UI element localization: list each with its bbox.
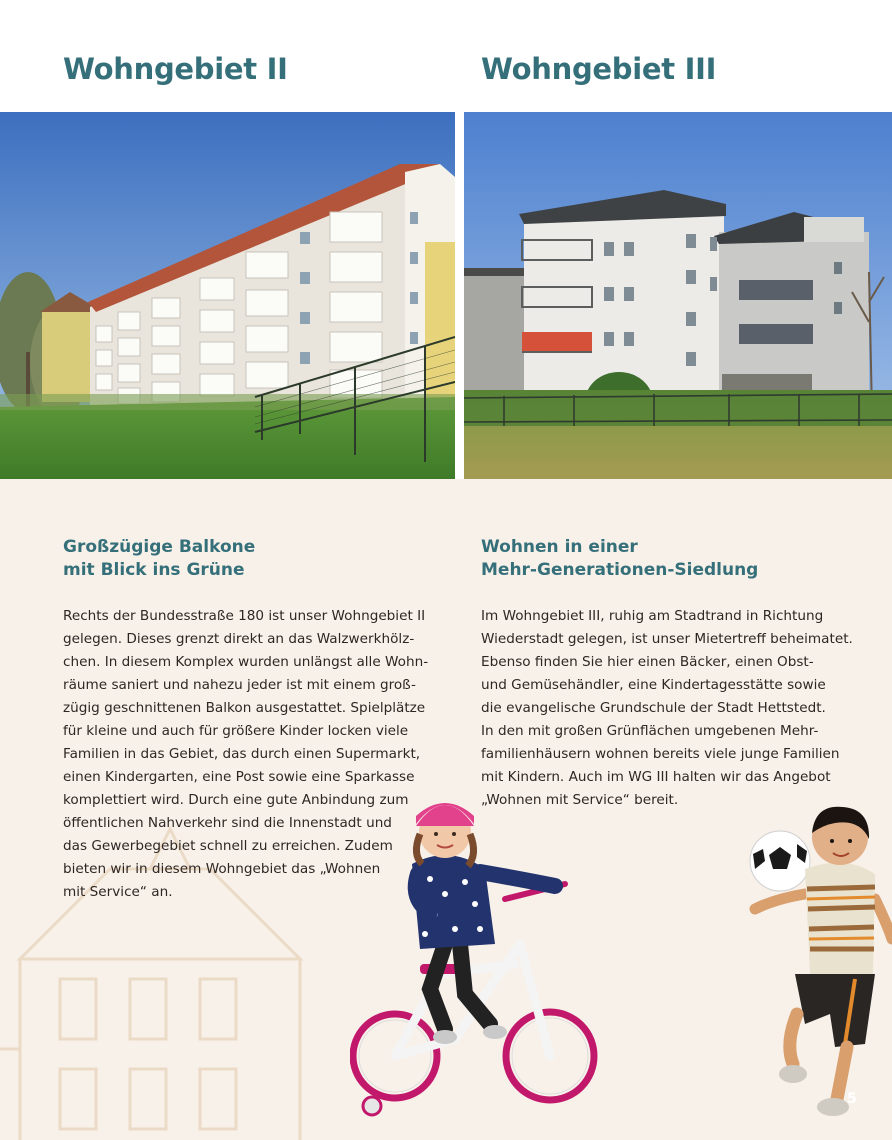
subheading-line: Wohnen in einer xyxy=(481,537,638,557)
page-title-wohngebiet-iii: Wohngebiet III xyxy=(481,52,717,86)
body-text-wohngebiet-iii xyxy=(481,605,853,812)
text-line: mit Service“ an. xyxy=(63,884,173,900)
text-line: mit Kindern. Auch im WG III halten wir das Angebot xyxy=(481,769,831,785)
text-line: bieten wir in diesem Wohngebiet das „Wohnen xyxy=(63,861,381,877)
photo-wohngebiet-iii xyxy=(464,112,892,479)
child-with-football-image xyxy=(735,799,892,1119)
subheading-line: Mehr-Generationen-Siedlung xyxy=(481,560,759,580)
text-line: für kleine und auch für größere Kinder locken viele xyxy=(63,723,409,739)
text-line: Familien in das Gebiet, das durch einen Supermarkt, xyxy=(63,746,421,762)
text-line: chen. In diesem Komplex wurden unlängst alle Wohn- xyxy=(63,654,429,670)
subheading-line: mit Blick ins Grüne xyxy=(63,560,245,580)
content-section xyxy=(0,479,892,1140)
text-line: das Gewerbegebiet schnell zu erreichen. Zudem xyxy=(63,838,393,854)
page-title-wohngebiet-ii: Wohngebiet II xyxy=(63,52,288,86)
text-line: räume saniert und nahezu jeder ist mit einem groß- xyxy=(63,677,416,693)
text-line: familienhäusern wohnen bereits viele junge Familien xyxy=(481,746,840,762)
text-line: komplettiert wird. Durch eine gute Anbindung zum xyxy=(63,792,409,808)
text-line: Im Wohngebiet III, ruhig am Stadtrand in Richtung xyxy=(481,608,824,624)
text-line: einen Kindergarten, eine Post sowie eine Sparkasse xyxy=(63,769,415,785)
header-band xyxy=(0,0,892,112)
text-line: In den mit großen Grünflächen umgebenen Mehr- xyxy=(481,723,819,739)
text-line: gelegen. Dieses grenzt direkt an das Walzwerkhölz- xyxy=(63,631,415,647)
child-on-bicycle-image xyxy=(350,794,600,1140)
text-line: Rechts der Bundesstraße 180 ist unser Wohngebiet II xyxy=(63,608,426,624)
text-line: und Gemüsehändler, eine Kindertagesstätte sowie xyxy=(481,677,826,693)
text-line: Ebenso finden Sie hier einen Bäcker, einen Obst- xyxy=(481,654,814,670)
text-line: „Wohnen mit Service“ bereit. xyxy=(481,792,679,808)
text-line: Wiederstadt gelegen, ist unser Mietertreff beheimatet. xyxy=(481,631,853,647)
page-number: 5 xyxy=(847,1091,857,1107)
text-line: zügig geschnittenen Balkon ausgestattet. Spielplätze xyxy=(63,700,426,716)
subheading-mehr-generationen xyxy=(481,536,758,582)
subheading-line: Großzügige Balkone xyxy=(63,537,256,557)
subheading-balkone xyxy=(63,536,255,582)
text-line: öffentlichen Nahverkehr sind die Innenstadt und xyxy=(63,815,392,831)
text-line: die evangelische Grundschule der Stadt Hettstedt. xyxy=(481,700,826,716)
photo-wohngebiet-ii xyxy=(0,112,455,479)
